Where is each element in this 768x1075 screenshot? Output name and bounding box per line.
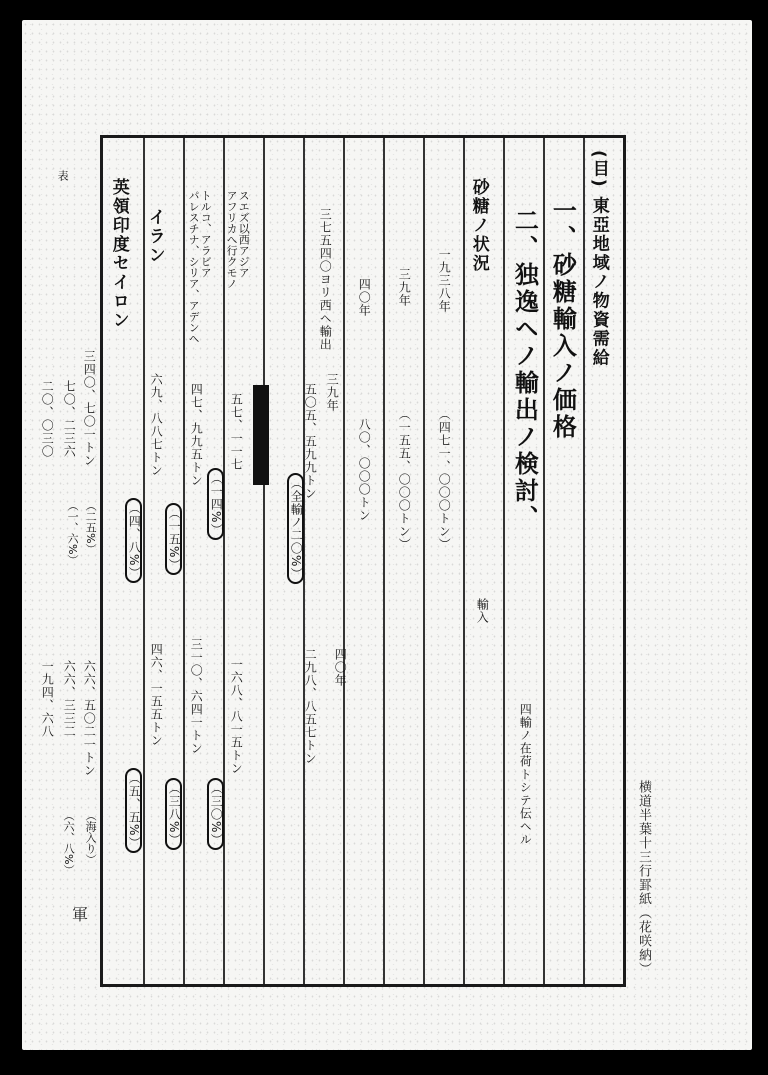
- country-iran-p1: （四、八%）: [125, 498, 142, 583]
- country-suez-west-p2: （三〇%）: [207, 778, 224, 850]
- rule-line: [463, 138, 465, 984]
- year-1939: 三九年: [397, 268, 412, 307]
- rule-line: [183, 138, 185, 984]
- paper-sheet: [22, 20, 752, 1050]
- country-iran: イラン: [144, 208, 165, 265]
- footer-character: 軍: [72, 905, 89, 924]
- rule-line: [543, 138, 545, 984]
- country-turkey-p1: （一五%）: [165, 503, 182, 575]
- country-iran-v1: 六九、八八七トン: [149, 373, 164, 477]
- west-export-value: 五〇五、五九九トン: [303, 383, 318, 500]
- country-iran-p2: （五、五%）: [125, 768, 142, 853]
- india-p2: （海入り）: [84, 810, 98, 865]
- west-export-pct: （全輸ノ二〇%）: [287, 473, 304, 584]
- rule-line: [583, 138, 585, 984]
- country-suez-west-p1: （一四%）: [207, 468, 224, 540]
- india-v4: 六六、三三二: [62, 660, 77, 738]
- country-turkey-v2: 三一〇、六四一トン: [189, 638, 204, 755]
- sugar-status-heading: 砂糖ノ状況: [468, 178, 489, 273]
- rule-line: [263, 138, 265, 984]
- india-v1: 三四〇、七〇一トン: [82, 350, 97, 467]
- india-ceylon-label: 英領印度セイロン: [108, 178, 129, 330]
- india-p1: （二五%）: [84, 500, 98, 555]
- india-p4: （六、八%）: [62, 810, 76, 876]
- year-1940: 四〇年: [357, 278, 372, 317]
- country-suez-west-v2: 一六八、八一五トン: [229, 658, 244, 775]
- amount-1940: 八〇、〇〇〇トン: [357, 418, 372, 522]
- section-2-note: 四輸ノ在荷トシテ伝ヘル: [518, 703, 533, 846]
- document-heading: (目) 東亞地域ノ物資需給: [588, 150, 609, 368]
- country-turkey-v1: 四七、九九五トン: [189, 383, 204, 487]
- india-v2: 六六、五〇二一トン: [82, 660, 97, 777]
- country-suez-west-v1: 五七、一一七: [229, 393, 244, 471]
- rule-line: [423, 138, 425, 984]
- west-export-label: 三七五四〇ヨリ西ヘ輸出: [318, 208, 333, 351]
- paper-margin-label: 横道半葉十三行罫紙（花咲納）: [636, 780, 651, 976]
- amount-1938: （四七一、〇〇〇トン）: [437, 408, 452, 551]
- rule-line: [343, 138, 345, 984]
- india-p3: （一、六%）: [66, 500, 80, 566]
- india-v6: 一九四、六八: [40, 660, 55, 738]
- country-turkey-p2: （三八%）: [165, 778, 182, 850]
- redaction-mark: [253, 385, 269, 485]
- rule-line: [503, 138, 505, 984]
- section-1-title: 一、砂糖輸入ノ価格: [548, 198, 577, 441]
- west-export-value-2: 二九八、八五七トン: [303, 648, 318, 765]
- west-export-year-2: 四〇年: [333, 648, 348, 687]
- section-2-title: 二、独逸ヘノ輸出ノ検討、: [510, 208, 539, 532]
- year-1938: 一九三八年: [437, 248, 452, 313]
- country-turkey: トルコ、アラビア パレスチナ、シリア、アデンヘ: [187, 190, 213, 344]
- rule-line: [383, 138, 385, 984]
- ceylon-table-label: 表: [56, 170, 70, 181]
- ruled-frame: [100, 135, 626, 987]
- india-v5: 二〇、〇三〇: [40, 380, 55, 458]
- country-iran-v2: 四六、一五五トン: [149, 643, 164, 747]
- country-suez-west: スエズ以西アジア アフリカへ行クモノ: [225, 190, 251, 289]
- amount-1939: （一五五、〇〇〇トン）: [397, 408, 412, 551]
- west-export-year: 三九年: [325, 373, 340, 412]
- india-v3: 七〇、二三六: [62, 380, 77, 458]
- import-note: 輸入: [475, 598, 490, 624]
